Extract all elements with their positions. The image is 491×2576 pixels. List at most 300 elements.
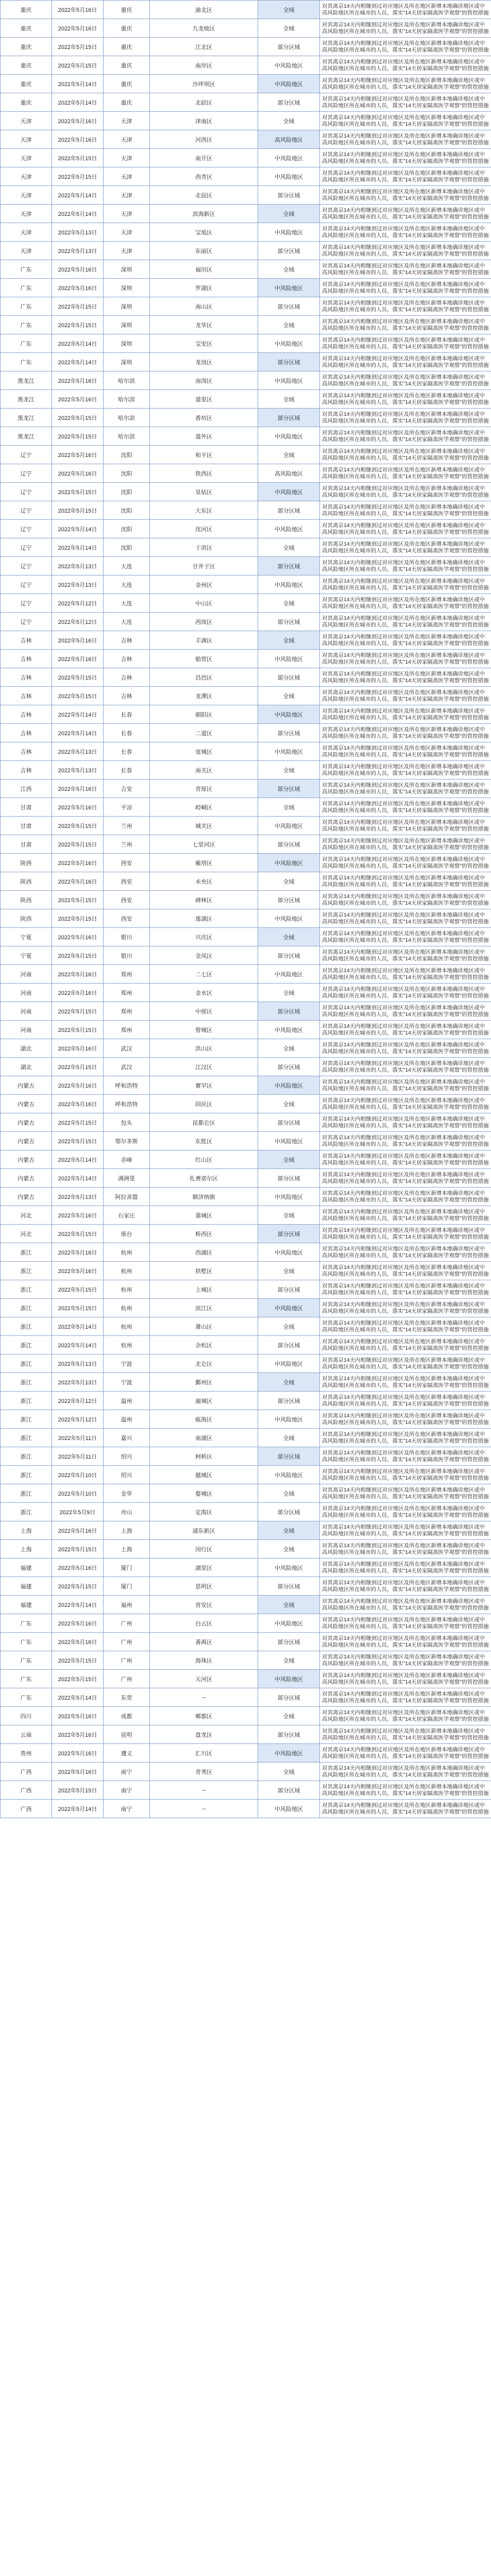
district-cell: 甘井子区 — [150, 557, 258, 575]
province-cell: 黑龙江 — [1, 427, 52, 446]
date-cell: 2022年5月15日 — [52, 1280, 104, 1299]
province-cell: 广东 — [1, 297, 52, 316]
control-measure-cell: 对其离京14天内相继到过对应地区及所在地区新增本地确诊地区或中高风险地区所在城市的人员，落实"14天居家隔离医学观察"的管控措施 — [320, 1336, 491, 1354]
control-measure-cell: 对其离京14天内相继到过对应地区及所在地区新增本地确诊地区或中高风险地区所在城市的人员，落实"14天居家隔离医学观察"的管控措施 — [320, 1725, 491, 1744]
city-cell: 银川 — [104, 928, 150, 946]
table-row — [1, 260, 491, 279]
area-cell: 全域 — [258, 112, 320, 130]
district-cell: 海珠区 — [150, 1651, 258, 1670]
date-cell: 2022年5月13日 — [52, 1354, 104, 1373]
district-cell: 宝坻区 — [150, 223, 258, 242]
table-row — [1, 93, 491, 112]
area-cell: 全域 — [258, 1039, 320, 1058]
province-cell: 吉林 — [1, 761, 52, 779]
table-row — [1, 186, 491, 205]
table-row — [1, 1762, 491, 1781]
city-cell: 嘉兴 — [104, 1429, 150, 1447]
control-measure-cell: 对其离京14天内相继到过对应地区及所在地区新增本地确诊地区或中高风险地区所在城市的人员，落实"14天居家隔离医学观察"的管控措施 — [320, 1762, 491, 1781]
table-row — [1, 965, 491, 984]
district-cell: 宝安区 — [150, 334, 258, 353]
date-cell: 2022年5月15日 — [52, 1132, 104, 1150]
table-row — [1, 1633, 491, 1651]
province-cell: 广东 — [1, 1670, 52, 1688]
area-cell: 中风险地区 — [258, 1410, 320, 1429]
date-cell: 2022年5月14日 — [52, 1336, 104, 1354]
control-measure-cell: 对其离京14天内相继到过对应地区及所在地区新增本地确诊地区或中高风险地区所在城市的人员，落实"14天居家隔离医学观察"的管控措施 — [320, 1447, 491, 1466]
city-cell: 长春 — [104, 724, 150, 742]
area-cell: 中风险地区 — [258, 650, 320, 668]
area-cell: 部分区域 — [258, 297, 320, 316]
province-cell: 重庆 — [1, 38, 52, 56]
control-measure-cell: 对其离京14天内相继到过对应地区及所在地区新增本地确诊地区或中高风险地区所在城市的人员，落实"14天居家隔离医学观察"的管控措施 — [320, 1484, 491, 1503]
date-cell: 2022年5月14日 — [52, 205, 104, 223]
city-cell: 重庆 — [104, 75, 150, 93]
district-cell: 东丽区 — [150, 242, 258, 260]
area-cell: 全域 — [258, 1, 320, 19]
province-cell: 广东 — [1, 1633, 52, 1651]
area-cell: 中风险地区 — [258, 75, 320, 93]
city-cell: 沈阳 — [104, 520, 150, 538]
area-cell: 部分区域 — [258, 1280, 320, 1299]
district-cell: 番禺区 — [150, 1633, 258, 1651]
district-cell: 道外区 — [150, 427, 258, 446]
date-cell: 2022年5月14日 — [52, 75, 104, 93]
province-cell: 浙江 — [1, 1429, 52, 1447]
city-cell: 石家庄 — [104, 1206, 150, 1225]
control-measure-cell: 对其离京14天内相继到过对应地区及所在地区新增本地确诊地区或中高风险地区所在城市的人员，落实"14天居家隔离医学观察"的管控措施 — [320, 279, 491, 297]
area-cell: 部分区域 — [258, 835, 320, 854]
table-row — [1, 835, 491, 854]
city-cell: 重庆 — [104, 19, 150, 38]
area-cell: 全域 — [258, 1150, 320, 1169]
table-row — [1, 575, 491, 594]
district-cell: 北碚区 — [150, 93, 258, 112]
province-cell: 河北 — [1, 1206, 52, 1225]
control-measure-cell: 对其离京14天内相继到过对应地区及所在地区新增本地确诊地区或中高风险地区所在城市的人员，落实"14天居家隔离医学观察"的管控措施 — [320, 1670, 491, 1688]
table-row — [1, 520, 491, 538]
city-cell: 哈尔滨 — [104, 390, 150, 409]
city-cell: 赤峰 — [104, 1150, 150, 1169]
area-cell: 部分区域 — [258, 1058, 320, 1076]
district-cell: 郫都区 — [150, 1707, 258, 1725]
city-cell: 吉林 — [104, 631, 150, 650]
control-measure-cell: 对其离京14天内相继到过对应地区及所在地区新增本地确诊地区或中高风险地区所在城市的人员，落实"14天居家隔离医学观察"的管控措施 — [320, 1558, 491, 1577]
control-measure-cell: 对其离京14天内相继到过对应地区及所在地区新增本地确诊地区或中高风险地区所在城市的人员，落实"14天居家隔离医学观察"的管控措施 — [320, 446, 491, 464]
district-cell: 东胜区 — [150, 1132, 258, 1150]
district-cell: 浦东新区 — [150, 1521, 258, 1540]
control-measure-cell: 对其离京14天内相继到过对应地区及所在地区新增本地确诊地区或中高风险地区所在城市的人员，落实"14天居家隔离医学观察"的管控措施 — [320, 872, 491, 891]
control-measure-cell: 对其离京14天内相继到过对应地区及所在地区新增本地确诊地区或中高风险地区所在城市的人员，落实"14天居家隔离医学观察"的管控措施 — [320, 167, 491, 186]
area-cell: 部分区域 — [258, 93, 320, 112]
control-measure-cell: 对其离京14天内相继到过对应地区及所在地区新增本地确诊地区或中高风险地区所在城市的人员，落实"14天居家隔离医学观察"的管控措施 — [320, 1596, 491, 1614]
province-cell: 浙江 — [1, 1280, 52, 1299]
date-cell: 2022年5月15日 — [52, 149, 104, 167]
district-cell: 藁城区 — [150, 1206, 258, 1225]
district-cell: 江汉区 — [150, 1058, 258, 1076]
district-cell: 昆都仑区 — [150, 1113, 258, 1132]
table-row — [1, 205, 491, 223]
area-cell: 部分区域 — [258, 186, 320, 205]
control-measure-cell: 对其离京14天内相继到过对应地区及所在地区新增本地确诊地区或中高风险地区所在城市的人员，落实"14天居家隔离医学观察"的管控措施 — [320, 186, 491, 205]
province-cell: 内蒙古 — [1, 1150, 52, 1169]
date-cell: 2022年5月14日 — [52, 724, 104, 742]
city-cell: 沈阳 — [104, 483, 150, 501]
date-cell: 2022年5月11日 — [52, 1429, 104, 1447]
city-cell: 广州 — [104, 1633, 150, 1651]
district-cell: 余杭区 — [150, 1336, 258, 1354]
table-row — [1, 817, 491, 835]
control-measure-cell: 对其离京14天内相继到过对应地区及所在地区新增本地确诊地区或中高风险地区所在城市的人员，落实"14天居家隔离医学观察"的管控措施 — [320, 464, 491, 483]
city-cell: 长春 — [104, 761, 150, 779]
city-cell: 郑州 — [104, 984, 150, 1002]
date-cell: 2022年5月16日 — [52, 371, 104, 390]
city-cell: 哈尔滨 — [104, 409, 150, 427]
date-cell: 2022年5月15日 — [52, 668, 104, 687]
province-cell: 吉林 — [1, 650, 52, 668]
province-cell: 重庆 — [1, 75, 52, 93]
province-cell: 广东 — [1, 279, 52, 297]
area-cell: 全域 — [258, 1206, 320, 1225]
control-measure-cell: 对其离京14天内相继到过对应地区及所在地区新增本地确诊地区或中高风险地区所在城市的人员，落实"14天居家隔离医学观察"的管控措施 — [320, 1262, 491, 1280]
province-cell: 云南 — [1, 1725, 52, 1744]
table-row — [1, 798, 491, 817]
province-cell: 辽宁 — [1, 520, 52, 538]
district-cell: 青原区 — [150, 779, 258, 798]
district-cell: 萧山区 — [150, 1317, 258, 1336]
district-cell: 昌邑区 — [150, 668, 258, 687]
city-cell: 南宁 — [104, 1762, 150, 1781]
table-row — [1, 1113, 491, 1132]
district-cell: 柯桥区 — [150, 1447, 258, 1466]
province-cell: 福建 — [1, 1558, 52, 1577]
area-cell: 部分区域 — [258, 613, 320, 631]
province-cell: 河南 — [1, 984, 52, 1002]
table-row — [1, 1429, 491, 1447]
date-cell: 2022年5月15日 — [52, 891, 104, 909]
control-measure-cell: 对其离京14天内相继到过对应地区及所在地区新增本地确诊地区或中高风险地区所在城市的人员，落实"14天居家隔离医学观察"的管控措施 — [320, 1633, 491, 1651]
control-measure-cell: 对其离京14天内相继到过对应地区及所在地区新增本地确诊地区或中高风险地区所在城市的人员，落实"14天居家隔离医学观察"的管控措施 — [320, 75, 491, 93]
district-cell: 回民区 — [150, 1095, 258, 1113]
table-row — [1, 1577, 491, 1596]
city-cell: 温州 — [104, 1410, 150, 1429]
control-measure-cell: 对其离京14天内相继到过对应地区及所在地区新增本地确诊地区或中高风险地区所在城市的人员，落实"14天居家隔离医学观察"的管控措施 — [320, 724, 491, 742]
table-row — [1, 1243, 491, 1262]
table-row — [1, 1596, 491, 1614]
district-cell: 思明区 — [150, 1577, 258, 1596]
date-cell: 2022年5月15日 — [52, 56, 104, 75]
date-cell: 2022年5月14日 — [52, 1169, 104, 1188]
date-cell: 2022年5月16日 — [52, 650, 104, 668]
city-cell: 呼和浩特 — [104, 1095, 150, 1113]
control-measure-cell: 对其离京14天内相继到过对应地区及所在地区新增本地确诊地区或中高风险地区所在城市的人员，落实"14天居家隔离医学观察"的管控措施 — [320, 817, 491, 835]
area-cell: 高风险地区 — [258, 130, 320, 149]
control-measure-cell: 对其离京14天内相继到过对应地区及所在地区新增本地确诊地区或中高风险地区所在城市的人员，落实"14天居家隔离医学观察"的管控措施 — [320, 631, 491, 650]
date-cell: 2022年5月13日 — [52, 242, 104, 260]
area-cell: 中风险地区 — [258, 483, 320, 501]
city-cell: 兰州 — [104, 817, 150, 835]
table-row — [1, 316, 491, 334]
table-row — [1, 761, 491, 779]
table-row — [1, 946, 491, 965]
district-cell: 七里河区 — [150, 835, 258, 854]
control-measure-cell: 对其离京14天内相继到过对应地区及所在地区新增本地确诊地区或中高风险地区所在城市的人员，落实"14天居家隔离医学观察"的管控措施 — [320, 1113, 491, 1132]
province-cell: 天津 — [1, 167, 52, 186]
city-cell: 郑州 — [104, 965, 150, 984]
province-cell: 辽宁 — [1, 538, 52, 557]
area-cell: 中风险地区 — [258, 371, 320, 390]
district-cell: 管城区 — [150, 1021, 258, 1039]
date-cell: 2022年5月15日 — [52, 501, 104, 520]
city-cell: 天津 — [104, 205, 150, 223]
date-cell: 2022年5月16日 — [52, 631, 104, 650]
city-cell: 天津 — [104, 223, 150, 242]
city-cell: 杭州 — [104, 1299, 150, 1317]
table-row — [1, 594, 491, 613]
date-cell: 2022年5月15日 — [52, 38, 104, 56]
city-cell: 天津 — [104, 130, 150, 149]
area-cell: 中风险地区 — [258, 1614, 320, 1633]
date-cell: 2022年5月13日 — [52, 575, 104, 594]
area-cell: 中风险地区 — [258, 56, 320, 75]
area-cell: 部分区域 — [258, 242, 320, 260]
province-cell: 天津 — [1, 149, 52, 167]
control-measure-cell: 对其离京14天内相继到过对应地区及所在地区新增本地确诊地区或中高风险地区所在城市的人员，落实"14天居家隔离医学观察"的管控措施 — [320, 965, 491, 984]
table-row — [1, 1688, 491, 1707]
date-cell: 2022年5月16日 — [52, 854, 104, 872]
province-cell: 福建 — [1, 1596, 52, 1614]
province-cell: 天津 — [1, 223, 52, 242]
control-measure-cell: 对其离京14天内相继到过对应地区及所在地区新增本地确诊地区或中高风险地区所在城市的人员，落实"14天居家隔离医学观察"的管控措施 — [320, 1392, 491, 1410]
date-cell: 2022年5月16日 — [52, 1262, 104, 1280]
control-measure-cell: 对其离京14天内相继到过对应地区及所在地区新增本地确诊地区或中高风险地区所在城市的人员，落实"14天居家隔离医学观察"的管控措施 — [320, 19, 491, 38]
city-cell: 深圳 — [104, 260, 150, 279]
area-cell: 中风险地区 — [258, 279, 320, 297]
city-cell: 大连 — [104, 613, 150, 631]
table-row — [1, 613, 491, 631]
table-row — [1, 1299, 491, 1317]
table-row — [1, 1188, 491, 1206]
table-row — [1, 130, 491, 149]
area-cell: 全域 — [258, 205, 320, 223]
province-cell: 辽宁 — [1, 464, 52, 483]
table-row — [1, 1317, 491, 1336]
control-measure-cell: 对其离京14天内相继到过对应地区及所在地区新增本地确诊地区或中高风险地区所在城市的人员，落实"14天居家隔离医学观察"的管控措施 — [320, 1707, 491, 1725]
table-row — [1, 334, 491, 353]
date-cell: 2022年5月13日 — [52, 223, 104, 242]
control-measure-cell: 对其离京14天内相继到过对应地区及所在地区新增本地确诊地区或中高风险地区所在城市的人员，落实"14天居家隔离医学观察"的管控措施 — [320, 557, 491, 575]
date-cell: 2022年5月16日 — [52, 1, 104, 19]
date-cell: 2022年5月15日 — [52, 1670, 104, 1688]
city-cell: 大连 — [104, 575, 150, 594]
date-cell: 2022年5月13日 — [52, 1373, 104, 1392]
area-cell: 部分区域 — [258, 724, 320, 742]
city-cell: 杭州 — [104, 1336, 150, 1354]
district-cell: 瓯海区 — [150, 1410, 258, 1429]
district-cell: -- — [150, 1781, 258, 1800]
table-row — [1, 668, 491, 687]
area-cell: 全域 — [258, 538, 320, 557]
control-measure-cell: 对其离京14天内相继到过对应地区及所在地区新增本地确诊地区或中高风险地区所在城市的人员，落实"14天居家隔离医学观察"的管控措施 — [320, 650, 491, 668]
table-row — [1, 353, 491, 371]
table-row — [1, 1744, 491, 1762]
control-measure-cell: 对其离京14天内相继到过对应地区及所在地区新增本地确诊地区或中高风险地区所在城市的人员，落实"14天居家隔离医学观察"的管控措施 — [320, 594, 491, 613]
date-cell: 2022年5月14日 — [52, 334, 104, 353]
area-cell: 部分区域 — [258, 1725, 320, 1744]
area-cell: 中风险地区 — [258, 705, 320, 724]
date-cell: 2022年5月15日 — [52, 167, 104, 186]
district-cell: 白云区 — [150, 1614, 258, 1633]
province-cell: 广东 — [1, 316, 52, 334]
city-cell: 南宁 — [104, 1800, 150, 1818]
control-measure-cell: 对其离京14天内相继到过对应地区及所在地区新增本地确诊地区或中高风险地区所在城市的人员，落实"14天居家隔离医学观察"的管控措施 — [320, 1410, 491, 1429]
city-cell: 杭州 — [104, 1243, 150, 1262]
control-measure-cell: 对其离京14天内相继到过对应地区及所在地区新增本地确诊地区或中高风险地区所在城市的人员，落实"14天居家隔离医学观察"的管控措施 — [320, 538, 491, 557]
area-cell: 中风险地区 — [258, 965, 320, 984]
table-row — [1, 1132, 491, 1150]
date-cell: 2022年5月16日 — [52, 1521, 104, 1540]
province-cell: 黑龙江 — [1, 390, 52, 409]
control-measure-cell: 对其离京14天内相继到过对应地区及所在地区新增本地确诊地区或中高风险地区所在城市的人员，落实"14天居家隔离医学观察"的管控措施 — [320, 501, 491, 520]
city-cell: 重庆 — [104, 1, 150, 19]
control-measure-cell: 对其离京14天内相继到过对应地区及所在地区新增本地确诊地区或中高风险地区所在城市的人员，落实"14天居家隔离医学观察"的管控措施 — [320, 353, 491, 371]
district-cell: 渝北区 — [150, 1, 258, 19]
province-cell: 广西 — [1, 1800, 52, 1818]
date-cell: 2022年5月15日 — [52, 835, 104, 854]
control-measure-cell: 对其离京14天内相继到过对应地区及所在地区新增本地确诊地区或中高风险地区所在城市的人员，落实"14天居家隔离医学观察"的管控措施 — [320, 371, 491, 390]
area-cell: 全域 — [258, 19, 320, 38]
area-cell: 部分区域 — [258, 1503, 320, 1521]
area-cell: 部分区域 — [258, 891, 320, 909]
control-measure-cell: 对其离京14天内相继到过对应地区及所在地区新增本地确诊地区或中高风险地区所在城市的人员，落实"14天居家隔离医学观察"的管控措施 — [320, 779, 491, 798]
district-cell: 兴庆区 — [150, 928, 258, 946]
city-cell: 沈阳 — [104, 464, 150, 483]
control-measure-cell: 对其离京14天内相继到过对应地区及所在地区新增本地确诊地区或中高风险地区所在城市的人员，落实"14天居家隔离医学观察"的管控措施 — [320, 1800, 491, 1818]
district-cell: 南关区 — [150, 761, 258, 779]
table-row — [1, 1503, 491, 1521]
province-cell: 浙江 — [1, 1317, 52, 1336]
province-cell: 黑龙江 — [1, 409, 52, 427]
risk-area-table-body — [1, 1, 491, 1818]
city-cell: 哈尔滨 — [104, 427, 150, 446]
city-cell: 兰州 — [104, 835, 150, 854]
city-cell: 东莞 — [104, 1688, 150, 1707]
date-cell: 2022年5月16日 — [52, 1707, 104, 1725]
district-cell: 丰满区 — [150, 631, 258, 650]
area-cell: 部分区域 — [258, 501, 320, 520]
province-cell: 吉林 — [1, 705, 52, 724]
date-cell: 2022年5月16日 — [52, 1243, 104, 1262]
control-measure-cell: 对其离京14天内相继到过对应地区及所在地区新增本地确诊地区或中高风险地区所在城市的人员，落实"14天居家隔离医学观察"的管控措施 — [320, 1021, 491, 1039]
province-cell: 黑龙江 — [1, 371, 52, 390]
province-cell: 浙江 — [1, 1392, 52, 1410]
control-measure-cell: 对其离京14天内相继到过对应地区及所在地区新增本地确诊地区或中高风险地区所在城市的人员，落实"14天居家隔离医学观察"的管控措施 — [320, 835, 491, 854]
table-row — [1, 984, 491, 1002]
city-cell: 长春 — [104, 742, 150, 761]
city-cell: 沈阳 — [104, 501, 150, 520]
district-cell: 金凤区 — [150, 946, 258, 965]
province-cell: 天津 — [1, 242, 52, 260]
area-cell: 部分区域 — [258, 1447, 320, 1466]
province-cell: 辽宁 — [1, 594, 52, 613]
area-cell: 全域 — [258, 1707, 320, 1725]
control-measure-cell: 对其离京14天内相继到过对应地区及所在地区新增本地确诊地区或中高风险地区所在城市的人员，落实"14天居家隔离医学观察"的管控措施 — [320, 687, 491, 705]
district-cell: -- — [150, 1688, 258, 1707]
province-cell: 天津 — [1, 205, 52, 223]
city-cell: 郑州 — [104, 1021, 150, 1039]
city-cell: 鄂尔多斯 — [104, 1132, 150, 1150]
province-cell: 内蒙古 — [1, 1132, 52, 1150]
city-cell: 绍兴 — [104, 1466, 150, 1484]
table-row — [1, 112, 491, 130]
control-measure-cell: 对其离京14天内相继到过对应地区及所在地区新增本地确诊地区或中高风险地区所在城市的人员，落实"14天居家隔离医学观察"的管控措施 — [320, 705, 491, 724]
province-cell: 辽宁 — [1, 613, 52, 631]
date-cell: 2022年5月15日 — [52, 1225, 104, 1243]
city-cell: 福州 — [104, 1596, 150, 1614]
control-measure-cell: 对其离京14天内相继到过对应地区及所在地区新增本地确诊地区或中高风险地区所在城市的人员，落实"14天居家隔离医学观察"的管控措施 — [320, 1, 491, 19]
control-measure-cell: 对其离京14天内相继到过对应地区及所在地区新增本地确诊地区或中高风险地区所在城市的人员，落实"14天居家隔离医学观察"的管控措施 — [320, 112, 491, 130]
date-cell: 2022年5月15日 — [52, 1651, 104, 1670]
area-cell: 全域 — [258, 687, 320, 705]
city-cell: 呼和浩特 — [104, 1076, 150, 1095]
city-cell: 重庆 — [104, 56, 150, 75]
district-cell: 龙岗区 — [150, 353, 258, 371]
area-cell: 中风险地区 — [258, 1076, 320, 1095]
city-cell: 天津 — [104, 149, 150, 167]
city-cell: 阿拉善盟 — [104, 1188, 150, 1206]
date-cell: 2022年5月16日 — [52, 1633, 104, 1651]
city-cell: 哈尔滨 — [104, 371, 150, 390]
province-cell: 广东 — [1, 1688, 52, 1707]
city-cell: 深圳 — [104, 279, 150, 297]
control-measure-cell: 对其离京14天内相继到过对应地区及所在地区新增本地确诊地区或中高风险地区所在城市的人员，落实"14天居家隔离医学观察"的管控措施 — [320, 668, 491, 687]
table-row — [1, 742, 491, 761]
district-cell: 中山区 — [150, 594, 258, 613]
province-cell: 浙江 — [1, 1447, 52, 1466]
district-cell: 于洪区 — [150, 538, 258, 557]
date-cell: 2022年5月16日 — [52, 130, 104, 149]
table-row — [1, 1039, 491, 1058]
date-cell: 2022年5月16日 — [52, 19, 104, 38]
city-cell: 深圳 — [104, 316, 150, 334]
area-cell: 全域 — [258, 631, 320, 650]
district-cell: 城关区 — [150, 817, 258, 835]
control-measure-cell: 对其离京14天内相继到过对应地区及所在地区新增本地确诊地区或中高风险地区所在城市的人员，落实"14天居家隔离医学观察"的管控措施 — [320, 334, 491, 353]
district-cell: 道里区 — [150, 390, 258, 409]
province-cell: 重庆 — [1, 19, 52, 38]
district-cell: 晋安区 — [150, 1596, 258, 1614]
control-measure-cell: 对其离京14天内相继到过对应地区及所在地区新增本地确诊地区或中高风险地区所在城市的人员，落实"14天居家隔离医学观察"的管控措施 — [320, 130, 491, 149]
area-cell: 中风险地区 — [258, 1558, 320, 1577]
table-row — [1, 687, 491, 705]
province-cell: 广西 — [1, 1762, 52, 1781]
date-cell: 2022年5月13日 — [52, 557, 104, 575]
province-cell: 甘肃 — [1, 817, 52, 835]
date-cell: 2022年5月16日 — [52, 390, 104, 409]
date-cell: 2022年5月15日 — [52, 297, 104, 316]
date-cell: 2022年5月15日 — [52, 1781, 104, 1800]
district-cell: 二七区 — [150, 965, 258, 984]
province-cell: 天津 — [1, 112, 52, 130]
date-cell: 2022年5月12日 — [52, 613, 104, 631]
control-measure-cell: 对其离京14天内相继到过对应地区及所在地区新增本地确诊地区或中高风险地区所在城市的人员，落实"14天居家隔离医学观察"的管控措施 — [320, 1521, 491, 1540]
date-cell: 2022年5月14日 — [52, 1596, 104, 1614]
area-cell: 全域 — [258, 761, 320, 779]
district-cell: 滨江区 — [150, 1299, 258, 1317]
city-cell: 宁波 — [104, 1354, 150, 1373]
table-row — [1, 909, 491, 928]
district-cell: 金州区 — [150, 575, 258, 594]
date-cell: 2022年5月16日 — [52, 1558, 104, 1577]
